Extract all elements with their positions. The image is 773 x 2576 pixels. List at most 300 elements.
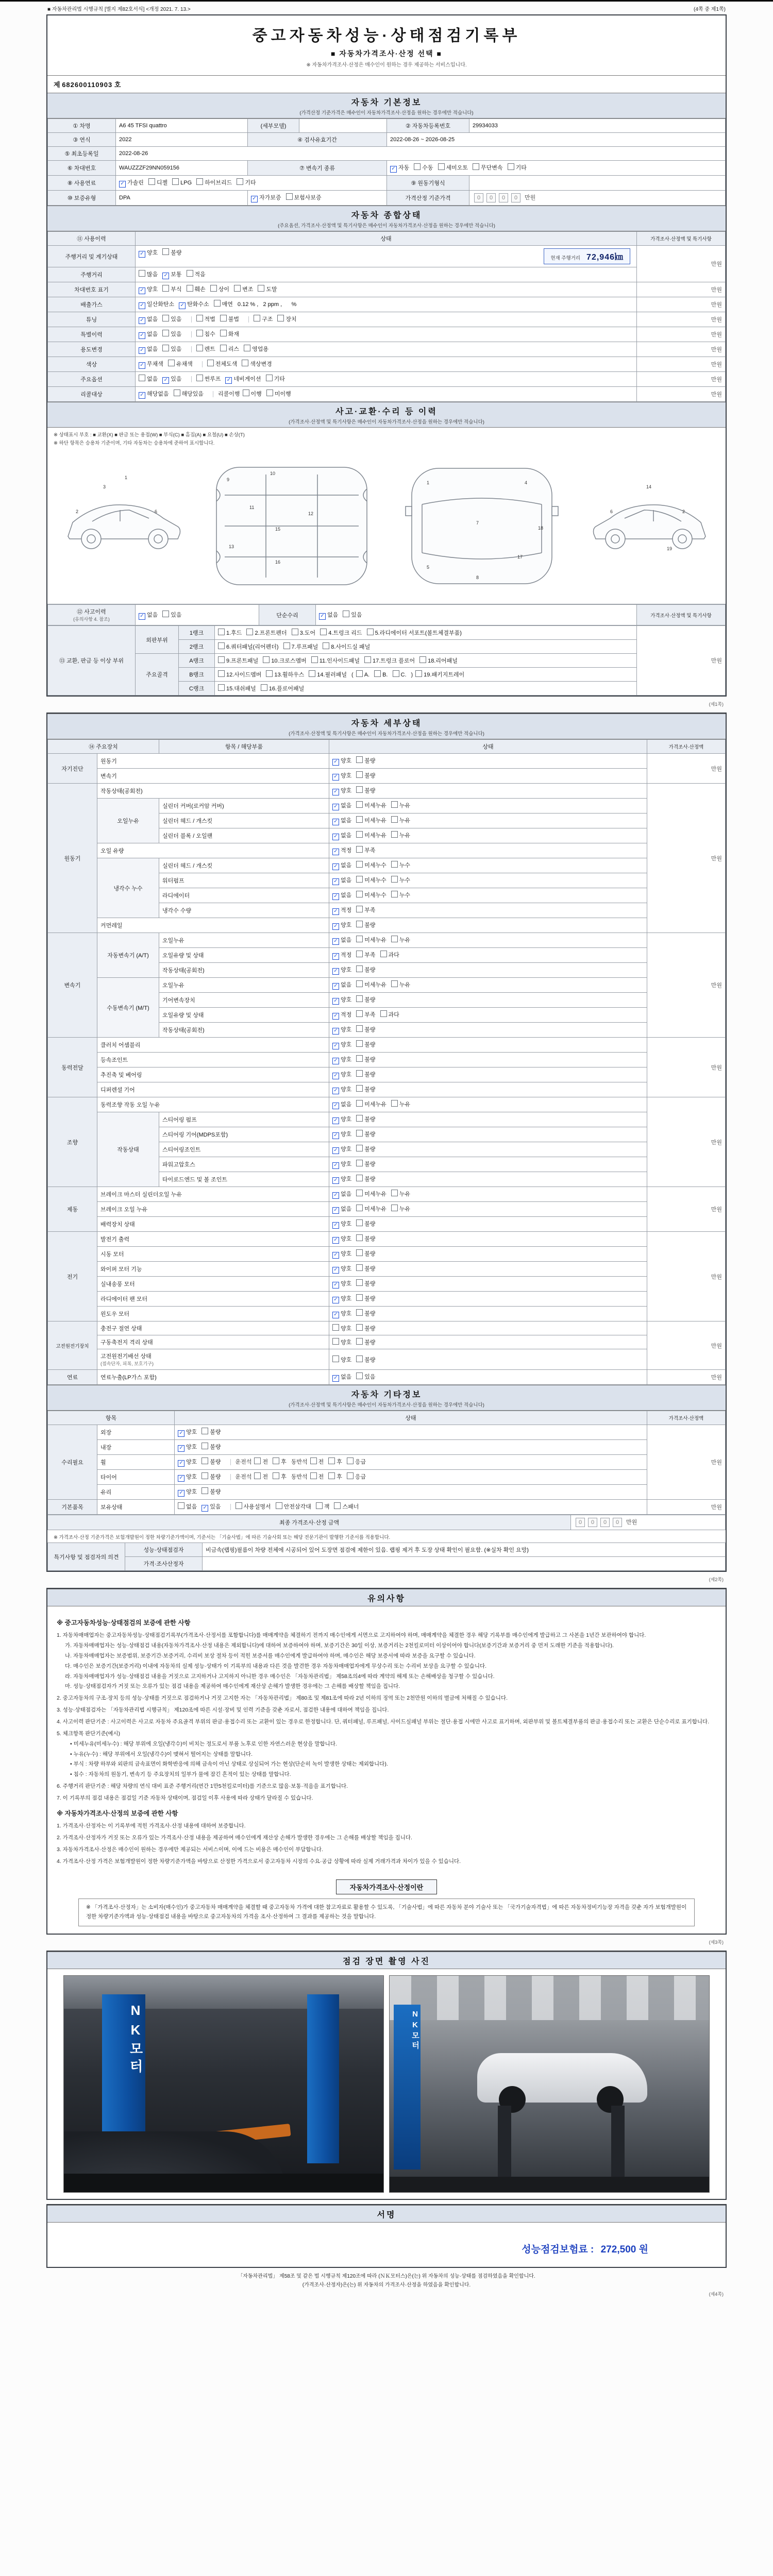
unchecked-checkbox-icon[interactable] bbox=[243, 389, 249, 396]
checkbox-option[interactable] bbox=[276, 1502, 311, 1511]
checked-checkbox-icon[interactable]: ✓ bbox=[139, 392, 145, 399]
checked-checkbox-icon[interactable]: ✓ bbox=[332, 1073, 339, 1079]
unchecked-checkbox-icon[interactable] bbox=[356, 786, 363, 793]
checkbox-option[interactable] bbox=[343, 611, 362, 619]
checkbox-option[interactable] bbox=[332, 1205, 351, 1214]
checkbox-option[interactable] bbox=[332, 1372, 351, 1382]
unchecked-checkbox-icon[interactable] bbox=[207, 360, 214, 366]
checkbox-option[interactable] bbox=[196, 330, 215, 338]
unchecked-checkbox-icon[interactable] bbox=[187, 270, 193, 277]
checkbox-option[interactable] bbox=[391, 936, 410, 944]
checkbox-option[interactable] bbox=[332, 1115, 351, 1124]
checked-checkbox-icon[interactable]: ✓ bbox=[225, 377, 232, 384]
checkbox-option[interactable] bbox=[162, 248, 181, 257]
checked-checkbox-icon[interactable]: ✓ bbox=[139, 613, 145, 620]
checkbox-option[interactable] bbox=[251, 193, 281, 202]
checkbox-option[interactable] bbox=[332, 1100, 351, 1109]
unchecked-checkbox-icon[interactable] bbox=[201, 1472, 208, 1479]
checkbox-option[interactable] bbox=[438, 163, 468, 172]
checkbox-option[interactable] bbox=[414, 163, 433, 172]
checked-checkbox-icon[interactable]: ✓ bbox=[332, 1207, 339, 1214]
checked-checkbox-icon[interactable]: ✓ bbox=[332, 1043, 339, 1049]
checked-checkbox-icon[interactable]: ✓ bbox=[332, 1267, 339, 1274]
unchecked-checkbox-icon[interactable] bbox=[356, 951, 363, 957]
unchecked-checkbox-icon[interactable] bbox=[356, 906, 363, 912]
checkbox-option[interactable] bbox=[220, 345, 239, 353]
checked-checkbox-icon[interactable]: ✓ bbox=[139, 362, 145, 369]
checkbox-option[interactable] bbox=[225, 375, 261, 384]
checkbox-option[interactable] bbox=[332, 1190, 351, 1199]
checkbox-option[interactable] bbox=[332, 816, 351, 825]
checkbox-option[interactable] bbox=[162, 330, 181, 338]
checkbox-option[interactable] bbox=[187, 270, 206, 278]
checked-checkbox-icon[interactable]: ✓ bbox=[251, 196, 258, 202]
unchecked-checkbox-icon[interactable] bbox=[356, 801, 363, 808]
checkbox-option[interactable] bbox=[263, 656, 306, 665]
checked-checkbox-icon[interactable]: ✓ bbox=[332, 863, 339, 870]
unchecked-checkbox-icon[interactable] bbox=[332, 1324, 339, 1331]
checkbox-option[interactable] bbox=[139, 360, 163, 369]
checkbox-option[interactable] bbox=[332, 1010, 351, 1020]
checkbox-option[interactable] bbox=[356, 876, 386, 884]
checked-checkbox-icon[interactable]: ✓ bbox=[139, 251, 145, 258]
checkbox-option[interactable] bbox=[210, 285, 229, 293]
unchecked-checkbox-icon[interactable] bbox=[508, 163, 514, 170]
checkbox-option[interactable] bbox=[139, 300, 174, 309]
unchecked-checkbox-icon[interactable] bbox=[356, 846, 363, 853]
checkbox-option[interactable] bbox=[178, 1487, 197, 1497]
checkbox-option[interactable] bbox=[139, 285, 158, 294]
checkbox-option[interactable] bbox=[243, 389, 262, 398]
checked-checkbox-icon[interactable]: ✓ bbox=[162, 273, 169, 279]
checked-checkbox-icon[interactable]: ✓ bbox=[332, 1252, 339, 1259]
unchecked-checkbox-icon[interactable] bbox=[162, 611, 169, 617]
checkbox-option[interactable] bbox=[332, 995, 351, 1005]
checked-checkbox-icon[interactable]: ✓ bbox=[178, 1445, 184, 1452]
checked-checkbox-icon[interactable]: ✓ bbox=[332, 968, 339, 975]
checkbox-option[interactable] bbox=[332, 786, 351, 795]
checkbox-option[interactable] bbox=[201, 1443, 221, 1451]
checkbox-option[interactable] bbox=[172, 178, 192, 186]
checkbox-option[interactable] bbox=[356, 965, 375, 974]
unchecked-checkbox-icon[interactable] bbox=[356, 1309, 363, 1316]
checkbox-option[interactable] bbox=[356, 1085, 375, 1093]
checked-checkbox-icon[interactable]: ✓ bbox=[332, 1282, 339, 1289]
checkbox-option[interactable] bbox=[310, 1472, 324, 1481]
checked-checkbox-icon[interactable]: ✓ bbox=[332, 774, 339, 781]
unchecked-checkbox-icon[interactable] bbox=[415, 670, 422, 677]
checkbox-option[interactable] bbox=[332, 1145, 351, 1154]
unchecked-checkbox-icon[interactable] bbox=[311, 656, 318, 663]
checked-checkbox-icon[interactable]: ✓ bbox=[139, 302, 145, 309]
unchecked-checkbox-icon[interactable] bbox=[139, 375, 145, 381]
unchecked-checkbox-icon[interactable] bbox=[356, 1338, 363, 1345]
unchecked-checkbox-icon[interactable] bbox=[356, 980, 363, 987]
unchecked-checkbox-icon[interactable] bbox=[214, 300, 221, 307]
checked-checkbox-icon[interactable]: ✓ bbox=[332, 1312, 339, 1318]
unchecked-checkbox-icon[interactable] bbox=[187, 285, 193, 292]
checked-checkbox-icon[interactable]: ✓ bbox=[332, 1013, 339, 1020]
checked-checkbox-icon[interactable]: ✓ bbox=[332, 804, 339, 810]
checkbox-option[interactable] bbox=[391, 831, 410, 839]
unchecked-checkbox-icon[interactable] bbox=[310, 1472, 317, 1479]
checkbox-option[interactable] bbox=[162, 270, 181, 279]
checked-checkbox-icon[interactable]: ✓ bbox=[319, 613, 326, 620]
unchecked-checkbox-icon[interactable] bbox=[196, 330, 203, 336]
checkbox-option[interactable] bbox=[391, 1190, 410, 1198]
checkbox-option[interactable] bbox=[356, 1145, 375, 1153]
checkbox-option[interactable] bbox=[254, 315, 273, 323]
unchecked-checkbox-icon[interactable] bbox=[328, 1472, 335, 1479]
checkbox-option[interactable] bbox=[332, 1324, 351, 1332]
unchecked-checkbox-icon[interactable] bbox=[332, 1355, 339, 1362]
unchecked-checkbox-icon[interactable] bbox=[310, 1458, 317, 1464]
checked-checkbox-icon[interactable]: ✓ bbox=[332, 1375, 339, 1382]
checkbox-option[interactable] bbox=[332, 906, 351, 915]
unchecked-checkbox-icon[interactable] bbox=[356, 936, 363, 942]
checked-checkbox-icon[interactable]: ✓ bbox=[332, 893, 339, 900]
unchecked-checkbox-icon[interactable] bbox=[391, 936, 398, 942]
checkbox-option[interactable] bbox=[356, 1249, 375, 1258]
checkbox-option[interactable] bbox=[328, 1472, 342, 1481]
unchecked-checkbox-icon[interactable] bbox=[174, 389, 180, 396]
checkbox-option[interactable] bbox=[277, 315, 296, 323]
checkbox-option[interactable] bbox=[332, 1175, 351, 1184]
unchecked-checkbox-icon[interactable] bbox=[391, 876, 398, 883]
checkbox-option[interactable] bbox=[356, 670, 369, 678]
unchecked-checkbox-icon[interactable] bbox=[196, 315, 203, 321]
checkbox-option[interactable] bbox=[380, 951, 399, 959]
checkbox-option[interactable] bbox=[356, 1100, 386, 1108]
checkbox-option[interactable] bbox=[356, 1338, 375, 1346]
unchecked-checkbox-icon[interactable] bbox=[273, 1472, 279, 1479]
checkbox-option[interactable] bbox=[332, 1294, 351, 1303]
unchecked-checkbox-icon[interactable] bbox=[356, 965, 363, 972]
checkbox-option[interactable] bbox=[218, 629, 242, 637]
unchecked-checkbox-icon[interactable] bbox=[438, 163, 445, 170]
unchecked-checkbox-icon[interactable] bbox=[220, 345, 227, 351]
unchecked-checkbox-icon[interactable] bbox=[356, 1279, 363, 1286]
unchecked-checkbox-icon[interactable] bbox=[419, 656, 426, 663]
unchecked-checkbox-icon[interactable] bbox=[347, 1458, 354, 1464]
unchecked-checkbox-icon[interactable] bbox=[356, 891, 363, 897]
unchecked-checkbox-icon[interactable] bbox=[356, 1264, 363, 1271]
checkbox-option[interactable] bbox=[201, 1458, 221, 1466]
checkbox-option[interactable] bbox=[332, 980, 351, 990]
checkbox-option[interactable] bbox=[332, 801, 351, 810]
checked-checkbox-icon[interactable]: ✓ bbox=[178, 1490, 184, 1497]
checkbox-option[interactable] bbox=[139, 270, 158, 278]
unchecked-checkbox-icon[interactable] bbox=[162, 285, 169, 292]
checkbox-option[interactable] bbox=[178, 1472, 197, 1482]
checkbox-option[interactable] bbox=[356, 906, 375, 914]
unchecked-checkbox-icon[interactable] bbox=[343, 611, 349, 617]
checkbox-option[interactable] bbox=[332, 771, 351, 781]
checked-checkbox-icon[interactable]: ✓ bbox=[332, 819, 339, 825]
checkbox-option[interactable] bbox=[356, 756, 375, 765]
unchecked-checkbox-icon[interactable] bbox=[391, 831, 398, 838]
unchecked-checkbox-icon[interactable] bbox=[356, 1205, 363, 1211]
unchecked-checkbox-icon[interactable] bbox=[234, 285, 241, 292]
checkbox-option[interactable] bbox=[332, 965, 351, 975]
checked-checkbox-icon[interactable]: ✓ bbox=[332, 953, 339, 960]
unchecked-checkbox-icon[interactable] bbox=[380, 951, 387, 957]
unchecked-checkbox-icon[interactable] bbox=[356, 1145, 363, 1151]
unchecked-checkbox-icon[interactable] bbox=[263, 656, 270, 663]
checkbox-option[interactable] bbox=[162, 285, 181, 293]
checked-checkbox-icon[interactable]: ✓ bbox=[332, 1297, 339, 1303]
checkbox-option[interactable] bbox=[356, 921, 375, 929]
checkbox-option[interactable] bbox=[196, 315, 215, 323]
unchecked-checkbox-icon[interactable] bbox=[356, 1294, 363, 1301]
unchecked-checkbox-icon[interactable] bbox=[393, 670, 399, 677]
unchecked-checkbox-icon[interactable] bbox=[356, 1324, 363, 1331]
unchecked-checkbox-icon[interactable] bbox=[328, 1458, 335, 1464]
checkbox-option[interactable] bbox=[162, 315, 181, 323]
checkbox-option[interactable] bbox=[367, 629, 462, 637]
checkbox-option[interactable] bbox=[332, 1234, 351, 1244]
checkbox-option[interactable] bbox=[258, 285, 277, 293]
unchecked-checkbox-icon[interactable] bbox=[391, 1205, 398, 1211]
unchecked-checkbox-icon[interactable] bbox=[201, 1428, 208, 1434]
checkbox-option[interactable] bbox=[214, 300, 233, 308]
checked-checkbox-icon[interactable]: ✓ bbox=[332, 1177, 339, 1184]
unchecked-checkbox-icon[interactable] bbox=[356, 1175, 363, 1181]
signature-area[interactable] bbox=[47, 2223, 726, 2267]
checkbox-option[interactable] bbox=[311, 656, 360, 665]
checkbox-option[interactable] bbox=[218, 684, 256, 692]
unchecked-checkbox-icon[interactable] bbox=[391, 1100, 398, 1107]
unchecked-checkbox-icon[interactable] bbox=[246, 629, 253, 635]
checkbox-option[interactable] bbox=[356, 786, 375, 794]
unchecked-checkbox-icon[interactable] bbox=[356, 876, 363, 883]
checkbox-option[interactable] bbox=[179, 300, 209, 309]
checkbox-option[interactable] bbox=[391, 801, 410, 809]
unchecked-checkbox-icon[interactable] bbox=[320, 629, 327, 635]
checkbox-option[interactable] bbox=[119, 178, 144, 188]
checkbox-option[interactable] bbox=[148, 178, 167, 187]
checked-checkbox-icon[interactable]: ✓ bbox=[332, 759, 339, 766]
checked-checkbox-icon[interactable]: ✓ bbox=[332, 1192, 339, 1199]
unchecked-checkbox-icon[interactable] bbox=[391, 1190, 398, 1196]
checkbox-option[interactable] bbox=[356, 1055, 375, 1063]
unchecked-checkbox-icon[interactable] bbox=[356, 1115, 363, 1122]
unchecked-checkbox-icon[interactable] bbox=[356, 861, 363, 868]
unchecked-checkbox-icon[interactable] bbox=[218, 684, 225, 691]
checkbox-option[interactable] bbox=[332, 1085, 351, 1094]
checkbox-option[interactable] bbox=[356, 1190, 386, 1198]
checkbox-option[interactable] bbox=[266, 375, 285, 383]
checkbox-option[interactable] bbox=[356, 771, 375, 779]
checkbox-option[interactable] bbox=[393, 670, 407, 678]
checkbox-option[interactable] bbox=[356, 1040, 375, 1048]
checkbox-option[interactable] bbox=[356, 1372, 375, 1381]
unchecked-checkbox-icon[interactable] bbox=[172, 178, 179, 185]
unchecked-checkbox-icon[interactable] bbox=[162, 345, 169, 351]
checkbox-option[interactable] bbox=[292, 629, 315, 637]
checked-checkbox-icon[interactable]: ✓ bbox=[390, 166, 397, 173]
checkbox-option[interactable] bbox=[332, 846, 351, 855]
unchecked-checkbox-icon[interactable] bbox=[356, 771, 363, 778]
checkbox-option[interactable] bbox=[286, 193, 322, 201]
unchecked-checkbox-icon[interactable] bbox=[391, 816, 398, 823]
unchecked-checkbox-icon[interactable] bbox=[201, 1443, 208, 1449]
checkbox-option[interactable] bbox=[201, 1428, 221, 1436]
unchecked-checkbox-icon[interactable] bbox=[266, 375, 273, 381]
checkbox-option[interactable] bbox=[356, 1175, 375, 1183]
checkbox-option[interactable] bbox=[332, 891, 351, 900]
unchecked-checkbox-icon[interactable] bbox=[356, 1130, 363, 1137]
checked-checkbox-icon[interactable]: ✓ bbox=[332, 983, 339, 990]
checkbox-option[interactable] bbox=[332, 1130, 351, 1139]
checkbox-option[interactable] bbox=[316, 1502, 330, 1511]
unchecked-checkbox-icon[interactable] bbox=[332, 1338, 339, 1345]
checked-checkbox-icon[interactable]: ✓ bbox=[332, 1058, 339, 1064]
unchecked-checkbox-icon[interactable] bbox=[236, 1502, 242, 1509]
unchecked-checkbox-icon[interactable] bbox=[391, 891, 398, 897]
unchecked-checkbox-icon[interactable] bbox=[196, 178, 203, 185]
checkbox-option[interactable] bbox=[139, 389, 169, 399]
unchecked-checkbox-icon[interactable] bbox=[356, 995, 363, 1002]
checkbox-option[interactable] bbox=[356, 831, 386, 839]
checkbox-option[interactable] bbox=[332, 1160, 351, 1169]
checkbox-option[interactable] bbox=[356, 936, 386, 944]
checkbox-option[interactable] bbox=[356, 1070, 375, 1078]
checkbox-option[interactable] bbox=[237, 178, 256, 187]
checkbox-option[interactable] bbox=[220, 315, 239, 323]
checkbox-option[interactable] bbox=[139, 345, 158, 354]
unchecked-checkbox-icon[interactable] bbox=[277, 315, 284, 321]
unchecked-checkbox-icon[interactable] bbox=[391, 801, 398, 808]
checkbox-option[interactable] bbox=[391, 876, 410, 884]
unchecked-checkbox-icon[interactable] bbox=[196, 375, 203, 381]
checkbox-option[interactable] bbox=[332, 1279, 351, 1289]
checkbox-option[interactable] bbox=[332, 831, 351, 840]
unchecked-checkbox-icon[interactable] bbox=[356, 1040, 363, 1047]
checkbox-option[interactable] bbox=[390, 163, 409, 173]
checkbox-option[interactable] bbox=[273, 1458, 287, 1466]
unchecked-checkbox-icon[interactable] bbox=[391, 861, 398, 868]
unchecked-checkbox-icon[interactable] bbox=[380, 1010, 387, 1017]
checkbox-option[interactable] bbox=[391, 1205, 410, 1213]
checkbox-option[interactable] bbox=[356, 951, 375, 959]
checkbox-option[interactable] bbox=[178, 1443, 197, 1452]
checkbox-option[interactable] bbox=[168, 360, 193, 368]
unchecked-checkbox-icon[interactable] bbox=[356, 1355, 363, 1362]
unchecked-checkbox-icon[interactable] bbox=[148, 178, 155, 185]
unchecked-checkbox-icon[interactable] bbox=[220, 330, 227, 336]
checkbox-option[interactable] bbox=[236, 1502, 271, 1511]
checked-checkbox-icon[interactable]: ✓ bbox=[162, 377, 169, 384]
unchecked-checkbox-icon[interactable] bbox=[356, 1160, 363, 1166]
checked-checkbox-icon[interactable]: ✓ bbox=[332, 998, 339, 1005]
checked-checkbox-icon[interactable]: ✓ bbox=[332, 1162, 339, 1169]
checkbox-option[interactable] bbox=[356, 1160, 375, 1168]
unchecked-checkbox-icon[interactable] bbox=[276, 1502, 282, 1509]
checkbox-option[interactable] bbox=[162, 345, 181, 353]
checked-checkbox-icon[interactable]: ✓ bbox=[332, 849, 339, 855]
unchecked-checkbox-icon[interactable] bbox=[356, 1100, 363, 1107]
checkbox-option[interactable] bbox=[309, 670, 347, 679]
checkbox-option[interactable] bbox=[356, 1279, 375, 1287]
unchecked-checkbox-icon[interactable] bbox=[218, 670, 225, 677]
checkbox-option[interactable] bbox=[332, 756, 351, 766]
unchecked-checkbox-icon[interactable] bbox=[292, 629, 298, 635]
checkbox-option[interactable] bbox=[254, 1472, 268, 1481]
checkbox-option[interactable] bbox=[332, 1264, 351, 1274]
unchecked-checkbox-icon[interactable] bbox=[162, 330, 169, 336]
checkbox-option[interactable] bbox=[332, 951, 351, 960]
checkbox-option[interactable] bbox=[261, 684, 304, 692]
unchecked-checkbox-icon[interactable] bbox=[356, 921, 363, 927]
checkbox-option[interactable] bbox=[391, 1100, 410, 1108]
checkbox-option[interactable] bbox=[356, 1205, 386, 1213]
unchecked-checkbox-icon[interactable] bbox=[356, 1085, 363, 1092]
checkbox-option[interactable] bbox=[356, 801, 386, 809]
checkbox-option[interactable] bbox=[356, 1294, 375, 1302]
checkbox-option[interactable] bbox=[356, 861, 386, 869]
checkbox-option[interactable] bbox=[356, 1025, 375, 1033]
unchecked-checkbox-icon[interactable] bbox=[266, 389, 273, 396]
checkbox-option[interactable] bbox=[187, 285, 206, 293]
checkbox-option[interactable] bbox=[162, 611, 181, 619]
checkbox-option[interactable] bbox=[356, 1010, 375, 1019]
checkbox-option[interactable] bbox=[356, 1324, 375, 1332]
checked-checkbox-icon[interactable]: ✓ bbox=[178, 1460, 184, 1467]
checkbox-option[interactable] bbox=[246, 629, 287, 637]
unchecked-checkbox-icon[interactable] bbox=[356, 670, 363, 677]
checkbox-option[interactable] bbox=[174, 389, 204, 398]
checkbox-option[interactable] bbox=[328, 1458, 342, 1466]
checked-checkbox-icon[interactable]: ✓ bbox=[332, 908, 339, 915]
checkbox-option[interactable] bbox=[283, 642, 318, 651]
checkbox-option[interactable] bbox=[218, 656, 258, 665]
checkbox-option[interactable] bbox=[347, 1458, 366, 1466]
unchecked-checkbox-icon[interactable] bbox=[347, 1472, 354, 1479]
unchecked-checkbox-icon[interactable] bbox=[316, 1502, 323, 1509]
checked-checkbox-icon[interactable]: ✓ bbox=[332, 834, 339, 840]
checkbox-option[interactable] bbox=[356, 816, 386, 824]
checkbox-option[interactable] bbox=[332, 861, 351, 870]
checkbox-option[interactable] bbox=[201, 1502, 221, 1512]
checkbox-option[interactable] bbox=[310, 1458, 324, 1466]
checkbox-option[interactable] bbox=[273, 1472, 287, 1481]
checked-checkbox-icon[interactable]: ✓ bbox=[332, 1147, 339, 1154]
unchecked-checkbox-icon[interactable] bbox=[356, 1070, 363, 1077]
checked-checkbox-icon[interactable]: ✓ bbox=[332, 1132, 339, 1139]
unchecked-checkbox-icon[interactable] bbox=[391, 980, 398, 987]
checkbox-option[interactable] bbox=[266, 389, 291, 398]
checkbox-option[interactable] bbox=[332, 936, 351, 945]
checkbox-option[interactable] bbox=[139, 248, 158, 258]
unchecked-checkbox-icon[interactable] bbox=[356, 1234, 363, 1241]
unchecked-checkbox-icon[interactable] bbox=[218, 656, 225, 663]
checkbox-option[interactable] bbox=[380, 1010, 399, 1019]
unchecked-checkbox-icon[interactable] bbox=[374, 670, 381, 677]
checkbox-option[interactable] bbox=[356, 1309, 375, 1317]
checkbox-option[interactable] bbox=[178, 1458, 197, 1467]
unchecked-checkbox-icon[interactable] bbox=[356, 1010, 363, 1017]
unchecked-checkbox-icon[interactable] bbox=[162, 315, 169, 321]
checkbox-option[interactable] bbox=[391, 816, 410, 824]
checked-checkbox-icon[interactable]: ✓ bbox=[332, 1103, 339, 1109]
checkbox-option[interactable] bbox=[178, 1502, 197, 1511]
checked-checkbox-icon[interactable]: ✓ bbox=[332, 1222, 339, 1229]
unchecked-checkbox-icon[interactable] bbox=[367, 629, 374, 635]
checked-checkbox-icon[interactable]: ✓ bbox=[179, 302, 186, 309]
checkbox-option[interactable] bbox=[332, 1355, 351, 1364]
unchecked-checkbox-icon[interactable] bbox=[258, 285, 264, 292]
